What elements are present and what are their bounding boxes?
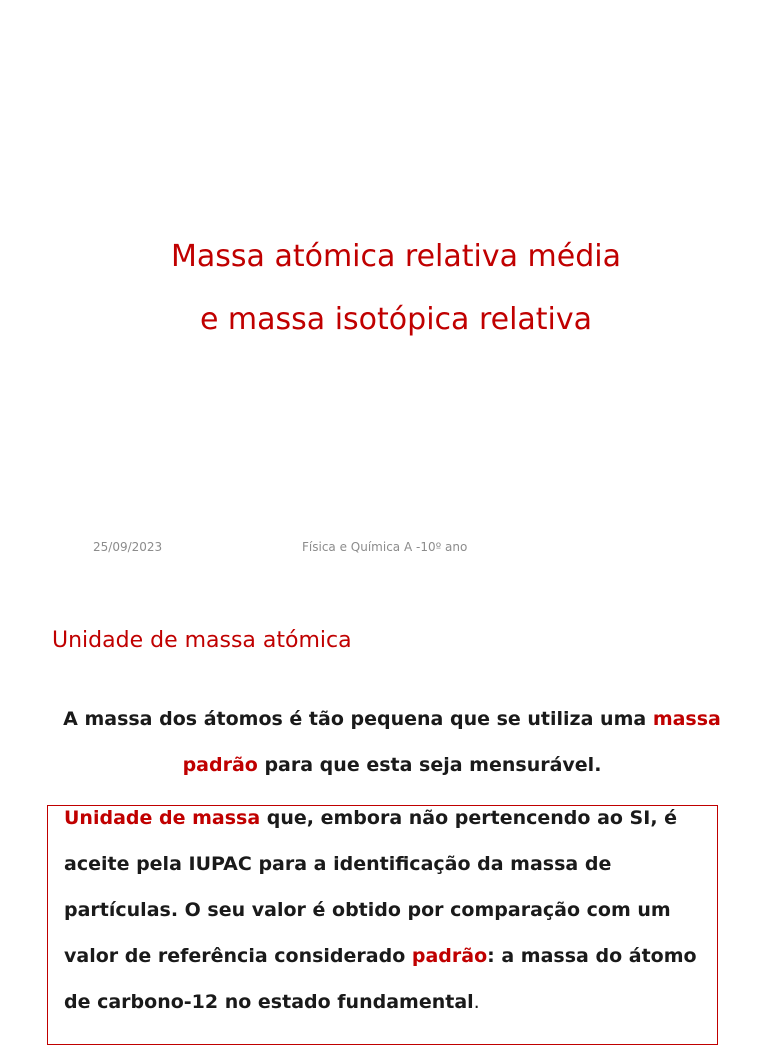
intro-highlight-padrao: padrão <box>182 754 258 776</box>
intro-paragraph <box>0 696 768 788</box>
intro-highlight-massa: massa <box>652 708 721 730</box>
definition-highlight-padrao: padrão <box>411 945 488 967</box>
footer-date: 25/09/2023 <box>93 540 163 554</box>
title-line-2: e massa isotópica relativa <box>199 302 593 337</box>
definition-line-4-start: valor de referência considerado <box>64 945 412 967</box>
title-line-1: Massa atómica relativa média <box>171 239 621 274</box>
definition-line-3: partículas. O seu valor é obtido por comparação com um <box>64 899 671 921</box>
definition-text <box>64 795 697 1025</box>
definition-line-4-end: : a massa do átomo <box>487 945 697 967</box>
intro-text-2: para que esta seja mensurável. <box>257 754 602 776</box>
intro-text-1: A massa dos átomos é tão pequena que se utiliza uma <box>63 708 653 730</box>
definition-period: . <box>473 991 480 1013</box>
section-heading: Unidade de massa atómica <box>52 628 352 653</box>
footer-subject: Física e Química A -10º ano <box>302 540 468 554</box>
definition-line-1: que, embora não pertencendo ao SI, é <box>260 807 678 829</box>
definition-line-5: de carbono-12 no estado fundamental <box>64 991 474 1013</box>
definition-line-2: aceite pela IUPAC para a identificação da massa de <box>64 853 612 875</box>
definition-highlight-unidade: Unidade de massa <box>64 807 261 829</box>
